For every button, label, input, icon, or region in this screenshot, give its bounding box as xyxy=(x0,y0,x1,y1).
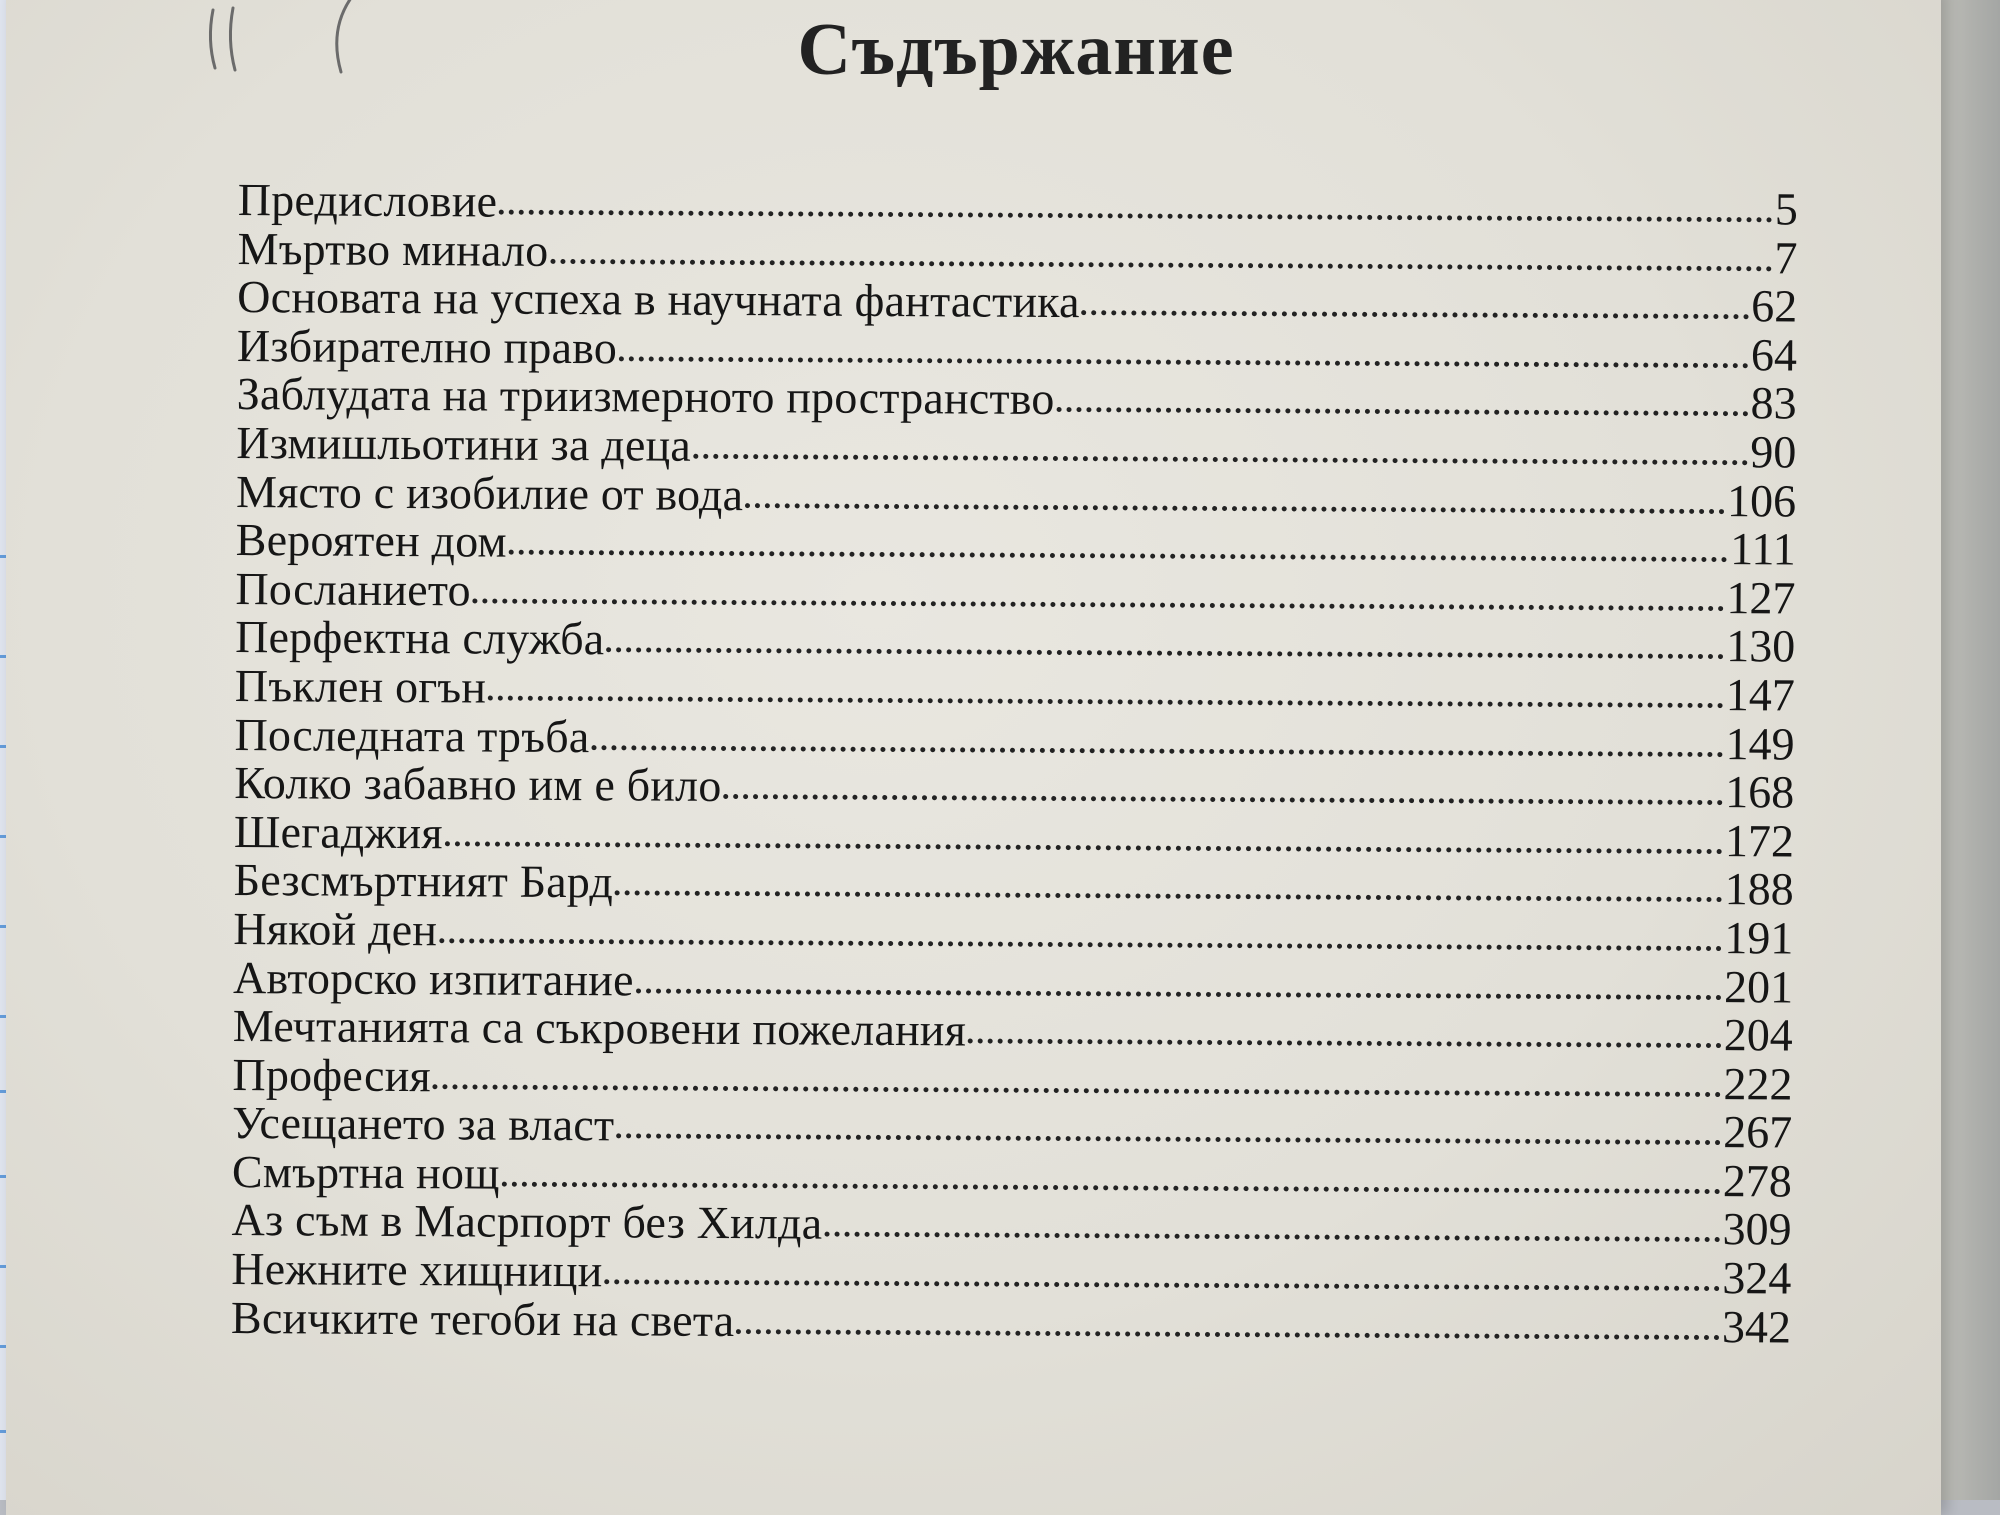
toc-entry-page: 278 xyxy=(1722,1154,1793,1207)
dot-leader xyxy=(616,1126,1721,1146)
table-of-contents xyxy=(231,176,1798,1352)
toc-entry-title: Посланието xyxy=(235,562,471,616)
toc-entry-title: Избирателно право xyxy=(236,319,618,374)
toc-entry-page: 149 xyxy=(1725,717,1795,770)
toc-entry-page: 7 xyxy=(1774,231,1798,284)
toc-entry-title: Безсмъртният Бард xyxy=(233,854,614,908)
toc-entry-title: Нежните хищници xyxy=(231,1243,603,1297)
toc-entry-title: Професия xyxy=(232,1048,432,1101)
toc-entry-title: Шегаджия xyxy=(233,805,443,858)
toc-entry-page: 204 xyxy=(1723,1009,1793,1061)
toc-entry-page: 64 xyxy=(1750,329,1798,381)
dot-leader xyxy=(723,786,1723,805)
dot-leader xyxy=(509,542,1728,562)
toc-entry xyxy=(233,1002,1793,1060)
pencil-mark xyxy=(201,0,401,80)
dot-leader xyxy=(445,833,1723,854)
toc-entry xyxy=(234,759,1794,817)
dot-leader xyxy=(499,202,1773,223)
toc-entry-title: Измишльотини за деца xyxy=(236,416,692,471)
toc-entry-title: Някой ден xyxy=(233,902,438,956)
toc-entry-page: 201 xyxy=(1723,960,1794,1013)
toc-entry-page: 222 xyxy=(1723,1057,1793,1110)
dot-leader xyxy=(550,251,1772,271)
dot-leader xyxy=(433,1076,1722,1097)
toc-entry-page: 191 xyxy=(1724,912,1794,964)
toc-entry xyxy=(230,1291,1792,1353)
dot-leader xyxy=(968,1031,1722,1049)
dot-leader xyxy=(615,883,1723,903)
toc-entry-title: Смъртна нощ xyxy=(231,1145,500,1199)
toc-entry-page: 83 xyxy=(1750,377,1797,429)
toc-entry xyxy=(234,856,1794,914)
toc-entry-title: Всичките тегоби на света xyxy=(230,1291,735,1346)
dot-leader xyxy=(604,1271,1720,1291)
toc-entry-title: Авторско изпитание xyxy=(232,951,634,1005)
toc-entry-title: Перфектна служба xyxy=(235,611,605,665)
toc-entry-page: 106 xyxy=(1726,474,1797,527)
toc-entry-title: Пъклен огън xyxy=(234,659,487,713)
toc-entry-page: 147 xyxy=(1725,669,1796,721)
dot-leader xyxy=(693,446,1748,465)
dot-leader xyxy=(1082,302,1750,319)
toc-entry-page: 188 xyxy=(1724,863,1794,915)
toc-entry-page: 5 xyxy=(1774,183,1798,235)
dot-leader xyxy=(591,737,1723,757)
toc-entry-page: 342 xyxy=(1721,1300,1792,1353)
toc-entry-title: Мъртво минало xyxy=(237,222,549,276)
toc-entry-title: Мечтанията са съкровени пожелания xyxy=(232,1000,967,1056)
toc-entry-title: Основата на успеха в научната фантастика xyxy=(237,271,1080,328)
toc-entry-title: Предисловие xyxy=(237,174,498,227)
toc-entry-page: 309 xyxy=(1722,1203,1792,1255)
dot-leader xyxy=(636,980,1722,1000)
dot-leader xyxy=(439,930,1722,951)
toc-entry-page: 324 xyxy=(1722,1252,1792,1304)
toc-entry-title: Колко забавно им е било xyxy=(234,757,722,812)
dot-leader xyxy=(606,640,1724,660)
dot-leader xyxy=(502,1174,1721,1194)
toc-entry-title: Вероятен дом xyxy=(235,514,507,567)
book-page xyxy=(6,0,1941,1515)
toc-entry-title: Последната тръба xyxy=(234,708,590,762)
toc-entry-page: 127 xyxy=(1726,571,1796,624)
dot-leader xyxy=(619,348,1749,368)
dot-leader xyxy=(473,590,1725,611)
dot-leader xyxy=(745,495,1725,514)
toc-entry-title: Заблудата на триизмерното пространство xyxy=(236,368,1055,425)
toc-entry-page: 267 xyxy=(1723,1106,1793,1158)
toc-entry-page: 111 xyxy=(1730,523,1796,575)
dot-leader xyxy=(824,1224,1720,1242)
page-title: Съдържание xyxy=(797,9,1235,91)
toc-entry-page: 172 xyxy=(1724,814,1795,867)
toc-entry-title: Усещането за власт xyxy=(232,1097,615,1151)
dot-leader xyxy=(488,687,1724,708)
toc-entry-page: 130 xyxy=(1726,620,1796,672)
toc-entry-title: Аз съм в Масрпорт без Хилда xyxy=(231,1194,823,1250)
dot-leader xyxy=(1056,399,1748,416)
toc-entry-page: 90 xyxy=(1750,426,1797,478)
dot-leader xyxy=(736,1321,1720,1340)
toc-entry-page: 62 xyxy=(1751,280,1798,332)
toc-entry-title: Място с изобилие от вода xyxy=(235,465,744,520)
toc-entry-page: 168 xyxy=(1725,766,1795,818)
